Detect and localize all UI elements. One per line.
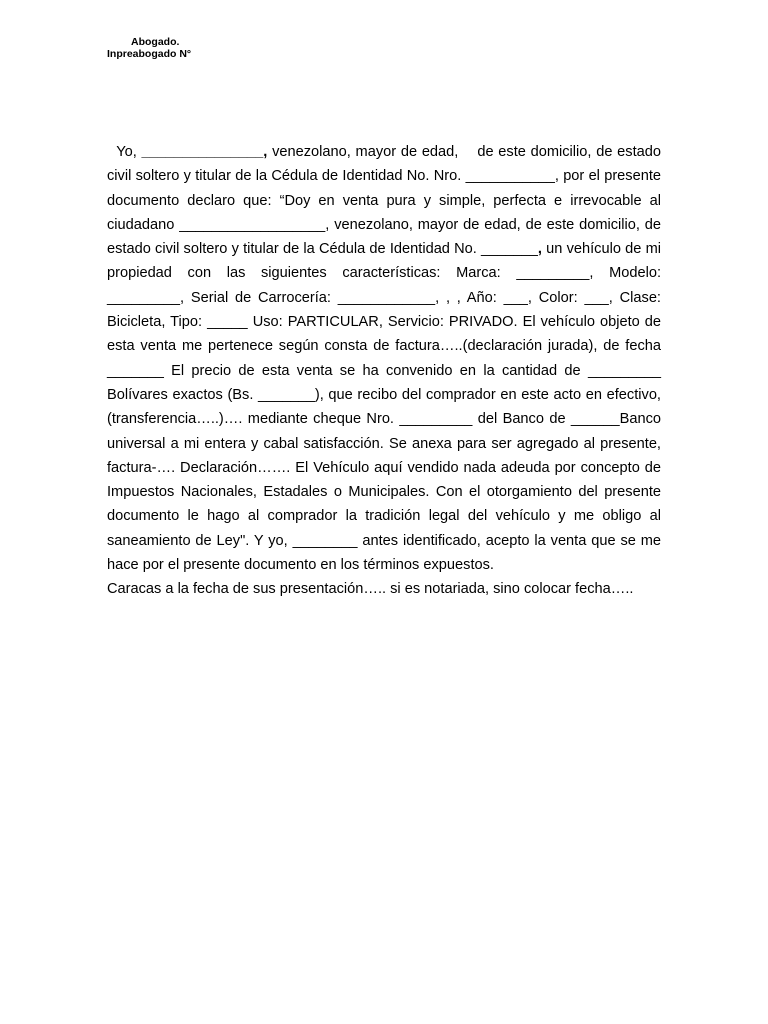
text-segment: un vehículo de mi propiedad con las siguientes características: Marca: _________, Modelo: _________, Serial de Carrocería: ____________, , , Año: ___, Color: ___, Clase: Bicicleta, Tipo: _____ Uso: PARTICULAR, Servicio: PRIVADO. El vehículo objeto de esta venta me pertenece según consta de factura…..(declaración jurada), de fecha _______ El precio de esta venta se ha convenido en la cantidad de _________ Bolívares exactos (Bs. _______), que recibo del comprador en este acto en efectivo, (transferencia…..)…. mediante cheque Nro. _________ del Banco de ______Banco universal a mi entera y cabal satisfacción. Se anexa para ser agregado al presente, factura-…. Declaración……. El Vehículo aquí vendido nada adeuda por concepto de Impuestos Nacionales, Estadales o Municipales. Con el otorgamiento del presente documento le hago al comprador la tradición legal del vehículo y me obligo al saneamiento de Ley". Y yo, ________ antes identificado, acepto la venta que se me hace por el presente documento en los términos expuestos. [107,241,661,574]
document-header [107,36,407,60]
header-title: Abogado. [131,36,180,48]
text-segment: Yo, [116,144,142,160]
text-segment-bold: _______________, [141,144,268,160]
header-registration: Inpreabogado N° [107,48,192,60]
text-segment: Nro. ___________, por el presente documento declaro que: “Doy en venta pura y simple, perfecta e irrevocable al ciudadano __________________, venezolano, mayor de edad, de este domicilio, de estado civil soltero y titular de la Cédula de Identidad No. _______ [107,168,661,258]
text-segment: de este domicilio, de estado civil soltero y titular de la Cédula de Identidad No. [107,144,661,185]
document-body [107,140,661,602]
text-segment: Caracas a la fecha de sus presentación….. si es notariada, sino colocar fecha….. [107,581,634,598]
paragraph-indent [107,144,116,160]
contract-paragraph [107,140,661,577]
text-segment-bold: , [537,241,542,258]
closing-paragraph [107,577,661,601]
text-segment: venezolano, mayor de edad, [267,144,464,160]
